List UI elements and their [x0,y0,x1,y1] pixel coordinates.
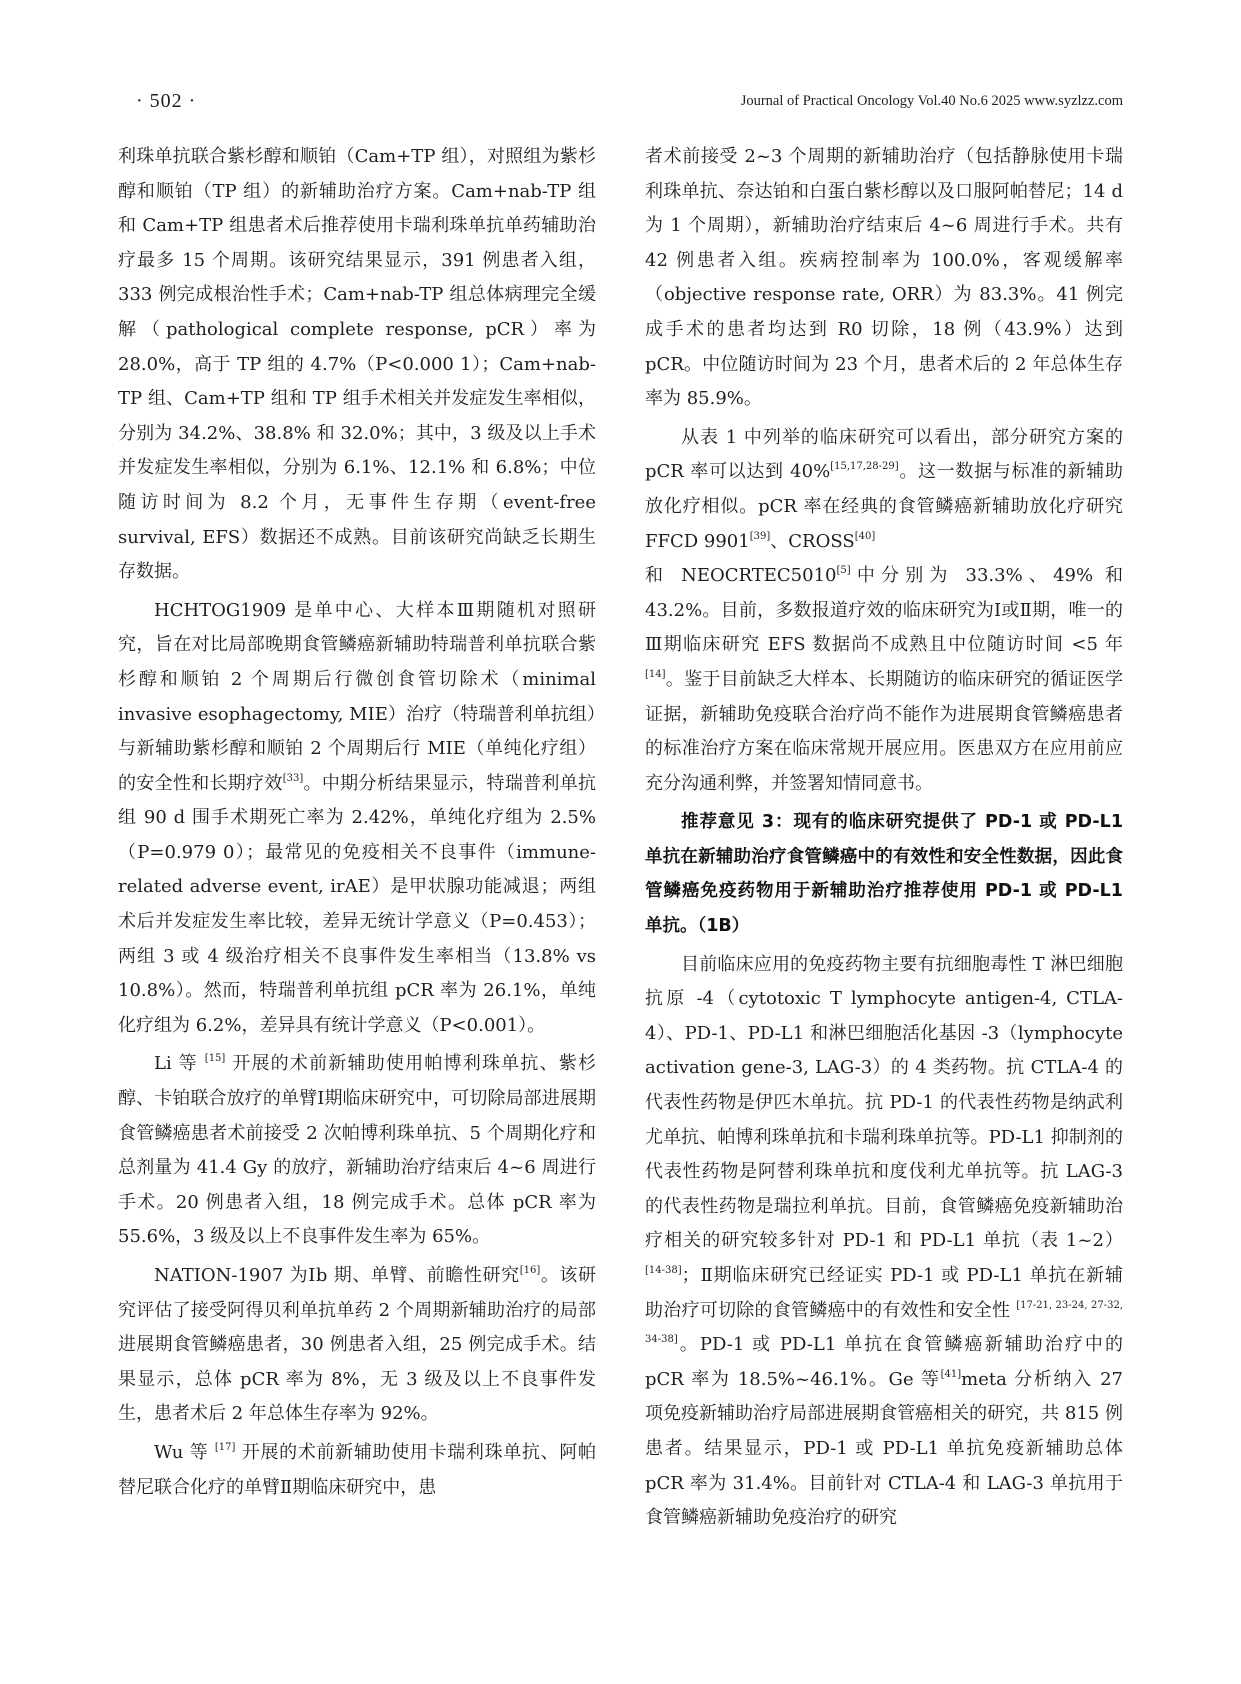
text-run: NATION-1907 为Ⅰb 期、单臂、前瞻性研究 [154,1265,520,1286]
paragraph-hchtog1909 [118,594,596,1044]
text-run: ；Ⅱ期临床研究已经证实 PD-1 或 PD-L1 单抗在新辅助治疗可切除的食管鳞癌中的有效性和安全性 [645,1265,1123,1321]
text-run: Li 等 [154,1053,198,1075]
paragraph-table1-summary [645,421,1123,802]
right-column [645,140,1123,1540]
text-run: 目前临床应用的免疫药物主要有抗细胞毒性 T 淋巴细胞抗原 -4（cytotoxic T lymphocyte antigen-4, CTLA-4）、PD-1、PD-L1 和淋巴细胞活化基因 -3（lymphocyte activation gene-3, LAG-3）的 4 类药物。抗 CTLA-4 的代表性药物是伊匹木单抗。抗 PD-1 的代表性药物是纳武利尤单抗、帕博利珠单抗和卡瑞利珠单抗等。PD-L1 抑制剂的代表性药物是阿替利珠单抗和度伐利尤单抗等。抗 LAG-3 的代表性药物是瑞拉利单抗。目前，食管鳞癌免疫新辅助治疗相关的研究较多针对 PD-1 和 PD-L1 单抗（表 1~2） [645,953,1123,1252]
page-number: · 502 · [136,90,197,112]
citation-ref[interactable]: [15,17,28-29] [830,461,899,473]
citation-ref[interactable]: [41] [940,1368,962,1380]
citation-ref[interactable]: [14-38] [645,1265,682,1276]
running-header [118,90,1123,118]
text-run: 、CROSS [770,530,855,552]
paragraph-cam-nab-tp: 利珠单抗联合紫杉醇和顺铂（Cam+TP 组），对照组为紫杉醇和顺铂（TP 组）的新辅助治疗方案。Cam+nab-TP 组和 Cam+TP 组患者术后推荐使用卡瑞利珠单抗单药辅助治疗最多 15 个周期。该研究结果显示，391 例患者入组，333 例完成根治性手术；Cam+nab-TP 组总体病理完全缓解（pathological complete response, pCR）率为 28.0%，高于 TP 组的 4.7%（P<0.000 1）；Cam+nab-TP 组、Cam+TP 组和 TP 组手术相关并发症发生率相似，分别为 34.2%、38.8% 和 32.0%；其中，3 级及以上手术并发症发生率相似，分别为 6.1%、12.1% 和 6.8%；中位随访时间为 8.2 个月，无事件生存期（event-free survival, EFS）数据还不成熟。目前该研究尚缺乏长期生存数据。 [118,146,596,583]
text-run: HCHTOG1909 是单中心、大样本Ⅲ期随机对照研究，旨在对比局部晚期食管鳞癌新辅助特瑞普利单抗联合紫杉醇和顺铂 2 个周期后行微创食管切除术（minimal invasive esophagectomy, MIE）治疗（特瑞普利单抗组）与新辅助紫杉醇和顺铂 2 个周期后行 MIE（单纯化疗组）的安全性和长期疗效 [118,599,596,794]
text-run: 中分别为 33.3%、49% 和 43.2%。目前，多数报道疗效的临床研究为Ⅰ或Ⅱ期，唯一的Ⅲ期临床研究 EFS 数据尚不成熟且中位随访时间 <5 年 [645,565,1123,656]
left-column [118,140,596,1509]
text-run: 。PD-1 或 PD-L1 单抗在食管鳞癌新辅助治疗中的 pCR 率为 18.5%~46.1%。Ge 等 [645,1334,1123,1390]
citation-ref[interactable]: [16] [519,1265,541,1276]
paragraph-immune-drugs [645,948,1123,1536]
text-run: 和 NEOCRTEC5010 [645,565,837,587]
journal-citation: Journal of Practical Oncology Vol.40 No.6 2025 www.syzlzz.com [740,93,1123,109]
text-run: 。这一数据与标准的新辅助放化疗相似。pCR 率在经典的食管鳞癌新辅助放化疗研究 FFCD 9901 [645,461,1123,552]
citation-ref[interactable]: [5] [836,565,851,577]
citation-ref[interactable]: [33] [282,772,304,784]
text-run: meta 分析纳入 27 项免疫新辅助治疗局部进展期食管癌相关的研究，共 815 例患者。结果显示，PD-1 或 PD-L1 单抗免疫新辅助总体 pCR 率为 31.4%。目前针对 CTLA-4 和 LAG-3 单抗用于食管鳞癌新辅助免疫治疗的研究 [645,1368,1123,1529]
paragraph-wu-continued: 者术前接受 2~3 个周期的新辅助治疗（包括静脉使用卡瑞利珠单抗、奈达铂和白蛋白紫杉醇以及口服阿帕替尼；14 d 为 1 个周期），新辅助治疗结束后 4~6 周进行手术。共有 42 例患者入组。疾病控制率为 100.0%，客观缓解率（objective response rate, ORR）为 83.3%。41 例完成手术的患者均达到 R0 切除，18 例（43.9%）达到 pCR。中位随访时间为 23 个月，患者术后的 2 年总体生存率为 85.9%。 [645,146,1123,410]
paragraph-li-study [118,1047,596,1255]
citation-ref[interactable]: [40] [854,530,876,542]
text-run: 。鉴于目前缺乏大样本、长期随访的临床研究的循证医学证据，新辅助免疫联合治疗尚不能作为进展期食管鳞癌患者的标准治疗方案在临床常规开展应用。医患双方在应用前应充分沟通利弊，并签署知情同意书。 [645,668,1123,794]
citation-ref[interactable]: [15] [204,1053,226,1065]
citation-ref[interactable]: [17] [214,1441,236,1453]
recommendation-3: 推荐意见 3：现有的临床研究提供了 PD-1 或 PD-L1 单抗在新辅助治疗食管鳞癌中的有效性和安全性数据，因此食管鳞癌免疫药物用于新辅助治疗推荐使用 PD-1 或 PD-L1 单抗。（1B） [645,812,1123,937]
text-run: 开展的术前新辅助使用帕博利珠单抗、紫杉醇、卡铂联合放疗的单臂Ⅰ期临床研究中，可切除局部进展期食管鳞癌患者术前接受 2 次帕博利珠单抗、5 个周期化疗和总剂量为 41.4 Gy 的放疗，新辅助治疗结束后 4~6 周进行手术。20 例患者入组，18 例完成手术。总体 pCR 率为 55.6%，3 级及以上不良事件发生率为 65%。 [118,1053,596,1248]
text-run: 。中期分析结果显示，特瑞普利单抗组 90 d 围手术期死亡率为 2.42%，单纯化疗组为 2.5%（P=0.979 0）；最常见的免疫相关不良事件（immune-related adverse event, irAE）是甲状腺功能减退；两组术后并发症发生率比较，差异无统计学意义（P=0.453）；两组 3 或 4 级治疗相关不良事件发生率相当（13.8% vs 10.8%）。然而，特瑞普利单抗组 pCR 率为 26.1%，单纯化疗组为 6.2%，差异具有统计学意义（P<0.001）。 [118,772,597,1036]
citation-ref[interactable]: [17-21, 23-24, 27-32, 34-38] [645,1299,1123,1346]
paragraph-nation-1907 [118,1259,596,1432]
text-run: 从表 1 中列举的临床研究可以看出，部分研究方案的 pCR 率可以达到 40% [645,426,1123,483]
text-run: Wu 等 [154,1441,209,1463]
citation-ref[interactable]: [14] [645,668,666,680]
text-run: 。该研究评估了接受阿得贝利单抗单药 2 个周期新辅助治疗的局部进展期食管鳞癌患者，30 例患者入组，25 例完成手术。结果显示，总体 pCR 率为 8%，无 3 级及以上不良事件发生，患者术后 2 年总体生存率为 92%。 [118,1265,597,1425]
paragraph-wu-study [118,1436,596,1505]
text-run: 开展的术前新辅助使用卡瑞利珠单抗、阿帕替尼联合化疗的单臂Ⅱ期临床研究中，患 [118,1441,596,1498]
citation-ref[interactable]: [39] [749,530,771,542]
